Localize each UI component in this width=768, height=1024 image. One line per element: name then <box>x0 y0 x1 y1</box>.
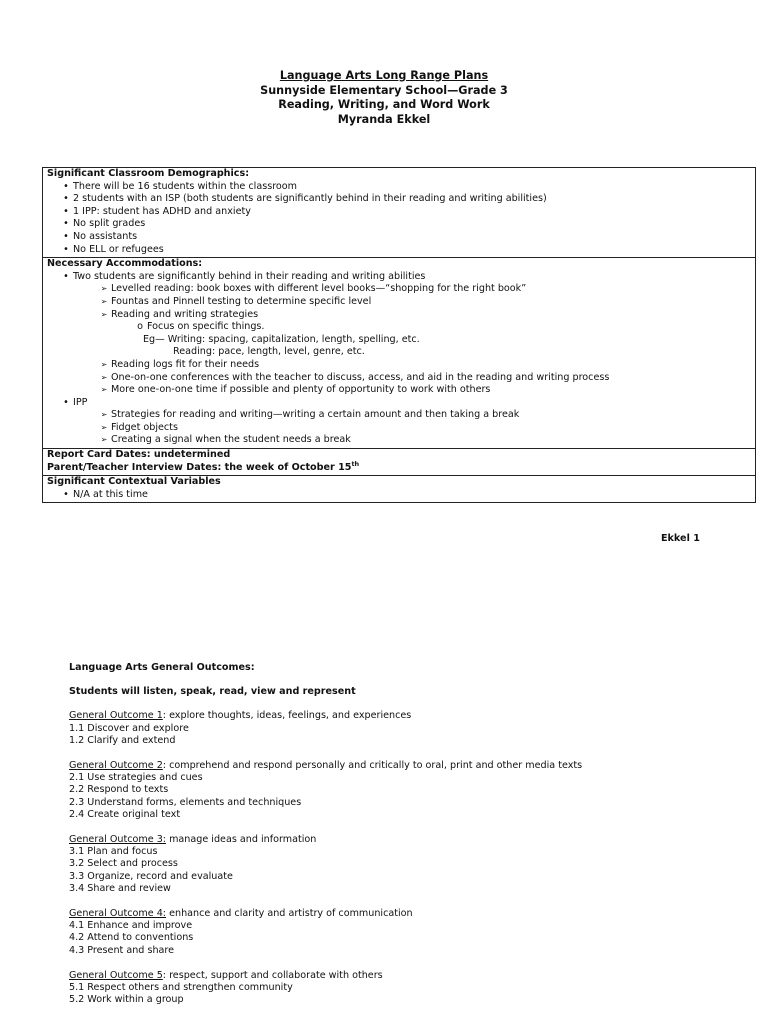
outcome-item: 2.4 Create original text <box>69 808 181 820</box>
bullet-icon: • <box>63 488 69 500</box>
outcome-title: General Outcome 2: comprehend and respond personally and critically to oral, print and other media texts <box>69 760 583 772</box>
list-item: o Focus on specific things. <box>47 321 751 334</box>
outcomes-subheading: Students will listen, speak, read, view and represent <box>69 686 356 698</box>
outcome-title: General Outcome 1: explore thoughts, ideas, feelings, and experiences <box>69 710 412 722</box>
outcome-item: 4.2 Attend to conventions <box>69 932 194 944</box>
list-item: • No ELL or refugees <box>47 244 751 257</box>
demographics-heading: Significant Classroom Demographics: <box>47 168 250 179</box>
outcome-item: 5.2 Work within a group <box>69 994 184 1006</box>
document-title: Language Arts Long Range Plans <box>279 69 489 82</box>
dates-cell <box>43 449 756 476</box>
bullet-icon: • <box>63 243 69 255</box>
subject-line: Reading, Writing, and Word Work <box>278 98 490 112</box>
contextual-cell <box>43 476 756 503</box>
accommodations-heading: Necessary Accommodations: <box>47 258 203 270</box>
dates-row <box>43 449 756 476</box>
outcome-group <box>69 970 709 1007</box>
arrow-bullet-icon: ➢ <box>100 309 108 319</box>
outcome-item: 3.2 Select and process <box>69 858 178 870</box>
list-item: ➢ One-on-one conferences with the teacher to discuss, access, and aid in the reading and writing process <box>47 372 751 385</box>
bullet-icon: • <box>63 180 69 192</box>
list-item: ➢ Reading logs fit for their needs <box>47 359 751 372</box>
outcomes-heading: Language Arts General Outcomes: <box>69 662 255 673</box>
accommodations-row <box>43 258 756 449</box>
contextual-heading: Significant Contextual Variables <box>47 476 221 488</box>
outcome-item: 2.1 Use strategies and cues <box>69 772 203 784</box>
outcome-item: 2.3 Understand forms, elements and techniques <box>69 796 302 808</box>
list-item: ➢ Fountas and Pinnell testing to determine specific level <box>47 296 751 309</box>
outcome-item: 1.1 Discover and explore <box>69 722 189 734</box>
classroom-info-table <box>42 167 756 503</box>
outcome-item: 1.2 Clarify and extend <box>69 734 176 746</box>
outcome-item: 4.1 Enhance and improve <box>69 920 193 932</box>
bullet-icon: • <box>63 218 69 230</box>
author-line: Myranda Ekkel <box>337 112 431 126</box>
example-line: Reading: pace, length, level, genre, etc. <box>173 346 365 358</box>
circle-bullet-icon: o <box>137 321 143 333</box>
outcome-item: 2.2 Respond to texts <box>69 784 169 796</box>
arrow-bullet-icon: ➢ <box>100 372 108 382</box>
outcome-item: 3.4 Share and review <box>69 882 171 894</box>
list-item: ➢ Levelled reading: book boxes with different level books—“shopping for the right book” <box>47 283 751 296</box>
list-item: ➢ Reading and writing strategies <box>47 309 751 322</box>
outcome-title: General Outcome 5: respect, support and collaborate with others <box>69 969 383 981</box>
outcome-item: 4.3 Present and share <box>69 944 175 956</box>
list-item: • There will be 16 students within the classroom <box>47 181 751 194</box>
list-item: • 1 IPP: student has ADHD and anxiety <box>47 206 751 219</box>
contextual-row <box>43 476 756 503</box>
bullet-icon: • <box>63 205 69 217</box>
school-line: Sunnyside Elementary School—Grade 3 <box>260 83 508 97</box>
list-item: • Two students are significantly behind in their reading and writing abilities <box>47 271 751 284</box>
accommodations-cell <box>43 258 756 449</box>
bullet-icon: • <box>63 230 69 242</box>
outcome-item: 3.3 Organize, record and evaluate <box>69 870 233 882</box>
outcome-group <box>69 834 709 895</box>
list-item: ➢ More one-on-one time if possible and plenty of opportunity to work with others <box>47 384 751 397</box>
outcome-group <box>69 710 709 747</box>
outcome-title: General Outcome 3: manage ideas and information <box>69 834 317 846</box>
list-item: ➢ Fidget objects <box>47 422 751 435</box>
list-item: ➢ Creating a signal when the student needs a break <box>47 434 751 447</box>
demographics-cell <box>43 168 756 258</box>
arrow-bullet-icon: ➢ <box>100 284 108 294</box>
bullet-icon: • <box>63 270 69 282</box>
bullet-icon: • <box>63 193 69 205</box>
arrow-bullet-icon: ➢ <box>100 359 108 369</box>
arrow-bullet-icon: ➢ <box>100 385 108 395</box>
arrow-bullet-icon: ➢ <box>100 435 108 445</box>
general-outcomes-section <box>69 662 709 1006</box>
list-item: ➢ Strategies for reading and writing—writing a certain amount and then taking a break <box>47 409 751 422</box>
outcome-title: General Outcome 4: enhance and clarity and artistry of communication <box>69 908 413 920</box>
interview-dates: Parent/Teacher Interview Dates: the week of October 15th <box>47 459 360 473</box>
list-item: • IPP <box>47 397 751 410</box>
outcome-item: 3.1 Plan and focus <box>69 846 158 858</box>
outcome-item: 5.1 Respect others and strengthen community <box>69 982 293 994</box>
list-item: • N/A at this time <box>47 489 751 502</box>
bullet-icon: • <box>63 396 69 408</box>
list-item: • No split grades <box>47 218 751 231</box>
arrow-bullet-icon: ➢ <box>100 296 108 306</box>
list-item: • No assistants <box>47 231 751 244</box>
page-number: Ekkel 1 <box>661 533 700 544</box>
list-item: • 2 students with an ISP (both students are significantly behind in their reading and writing abilities) <box>47 193 751 206</box>
demographics-row <box>43 168 756 258</box>
arrow-bullet-icon: ➢ <box>100 422 108 432</box>
arrow-bullet-icon: ➢ <box>100 410 108 420</box>
outcome-group <box>69 760 709 821</box>
report-card-dates: Report Card Dates: undetermined <box>47 449 231 461</box>
example-line: Eg— Writing: spacing, capitalization, length, spelling, etc. <box>143 333 420 345</box>
document-title-block <box>0 69 768 127</box>
outcome-group <box>69 908 709 957</box>
